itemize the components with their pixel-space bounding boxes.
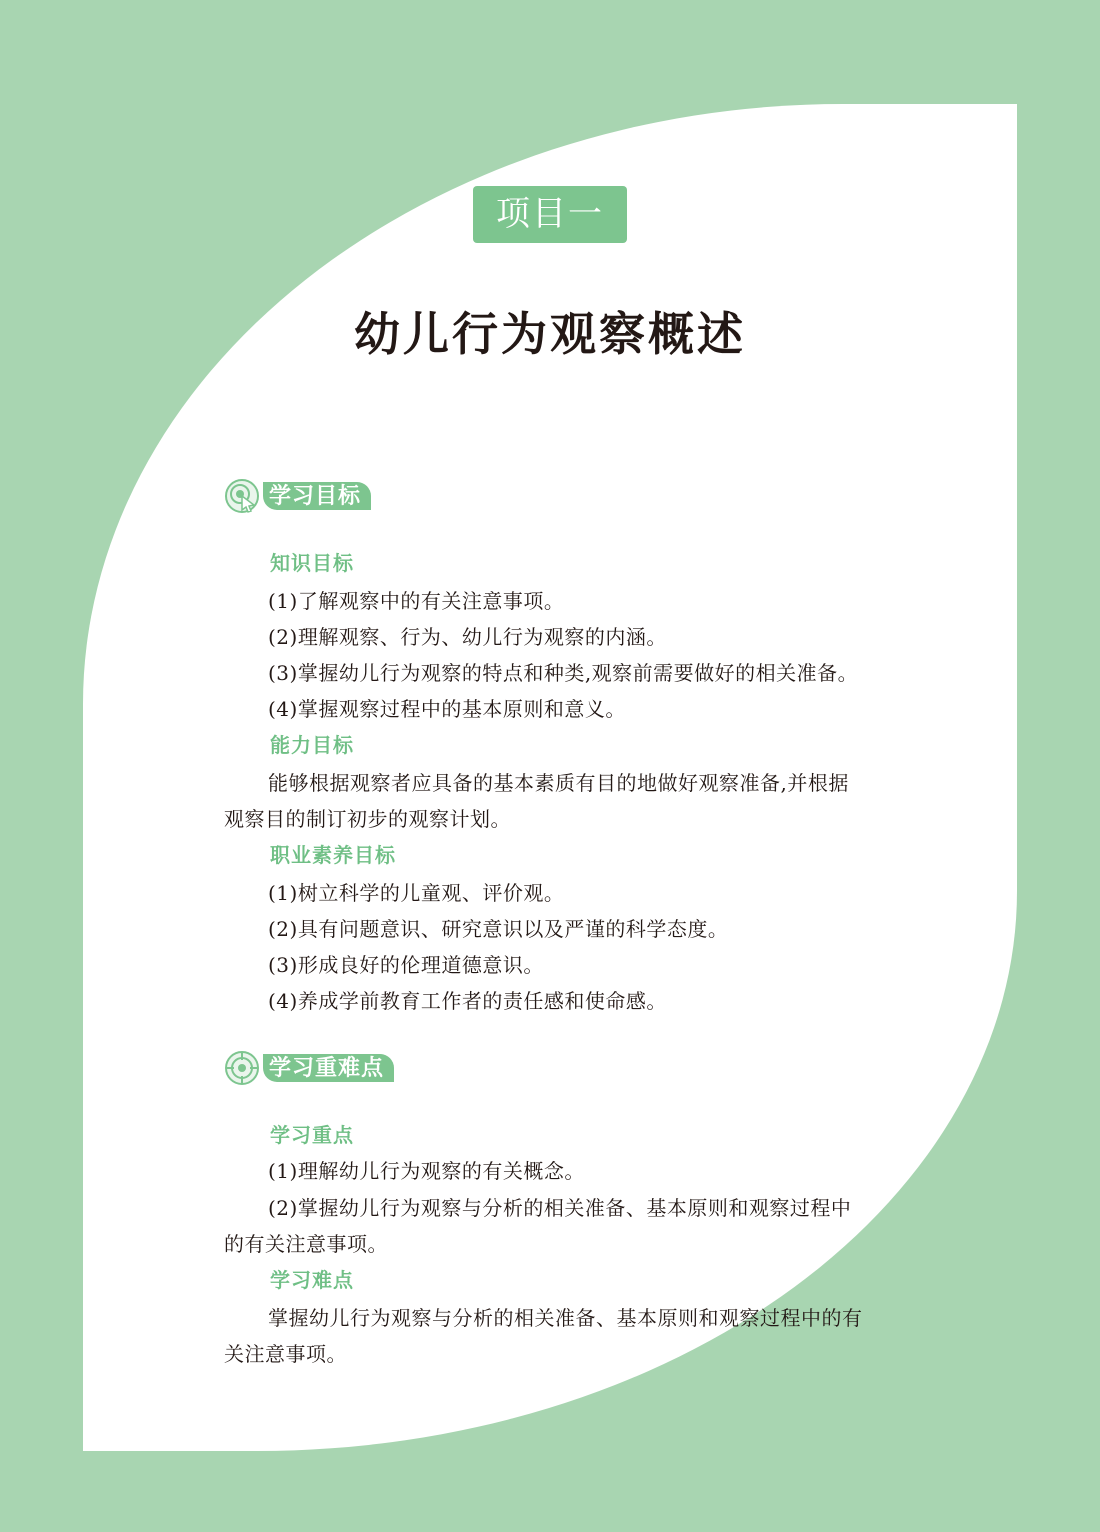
knowledge-item: (3)掌握幼儿行为观察的特点和种类,观察前需要做好的相关准备。 (268, 661, 859, 685)
ability-text-line: 能够根据观察者应具备的基本素质有目的地做好观察准备,并根据 (268, 771, 849, 795)
project-badge: 项目一 (473, 186, 627, 243)
knowledge-item: (2)理解观察、行为、幼儿行为观察的内涵。 (268, 625, 667, 649)
subheading-knowledge: 知识目标 (270, 551, 354, 575)
knowledge-item: (1)了解观察中的有关注意事项。 (268, 589, 565, 613)
subheading-focus: 学习重点 (270, 1123, 354, 1147)
focus-text-line: (2)掌握幼儿行为观察与分析的相关准备、基本原则和观察过程中 (268, 1196, 852, 1220)
subheading-professional: 职业素养目标 (270, 843, 396, 867)
section-label-key-points: 学习重难点 (263, 1054, 394, 1082)
difficulty-text-line: 掌握幼儿行为观察与分析的相关准备、基本原则和观察过程中的有 (268, 1306, 863, 1330)
professional-item: (2)具有问题意识、研究意识以及严谨的科学态度。 (268, 917, 729, 941)
knowledge-item: (4)掌握观察过程中的基本原则和意义。 (268, 697, 626, 721)
professional-item: (3)形成良好的伦理道德意识。 (268, 953, 544, 977)
touch-target-icon (224, 478, 260, 514)
crosshair-target-icon (224, 1050, 260, 1086)
professional-item: (4)养成学前教育工作者的责任感和使命感。 (268, 989, 667, 1013)
subheading-difficulty: 学习难点 (270, 1268, 354, 1292)
professional-item: (1)树立科学的儿童观、评价观。 (268, 881, 565, 905)
section-label-objectives: 学习目标 (263, 482, 371, 510)
focus-text-line: 的有关注意事项。 (224, 1232, 388, 1256)
difficulty-text-line: 关注意事项。 (224, 1342, 347, 1366)
subheading-ability: 能力目标 (270, 733, 354, 757)
ability-text-line: 观察目的制订初步的观察计划。 (224, 807, 511, 831)
focus-text-line: (1)理解幼儿行为观察的有关概念。 (268, 1159, 585, 1183)
section-header-objectives (224, 478, 371, 514)
page-title: 幼儿行为观察概述 (354, 307, 746, 361)
section-header-key-points (224, 1050, 394, 1086)
